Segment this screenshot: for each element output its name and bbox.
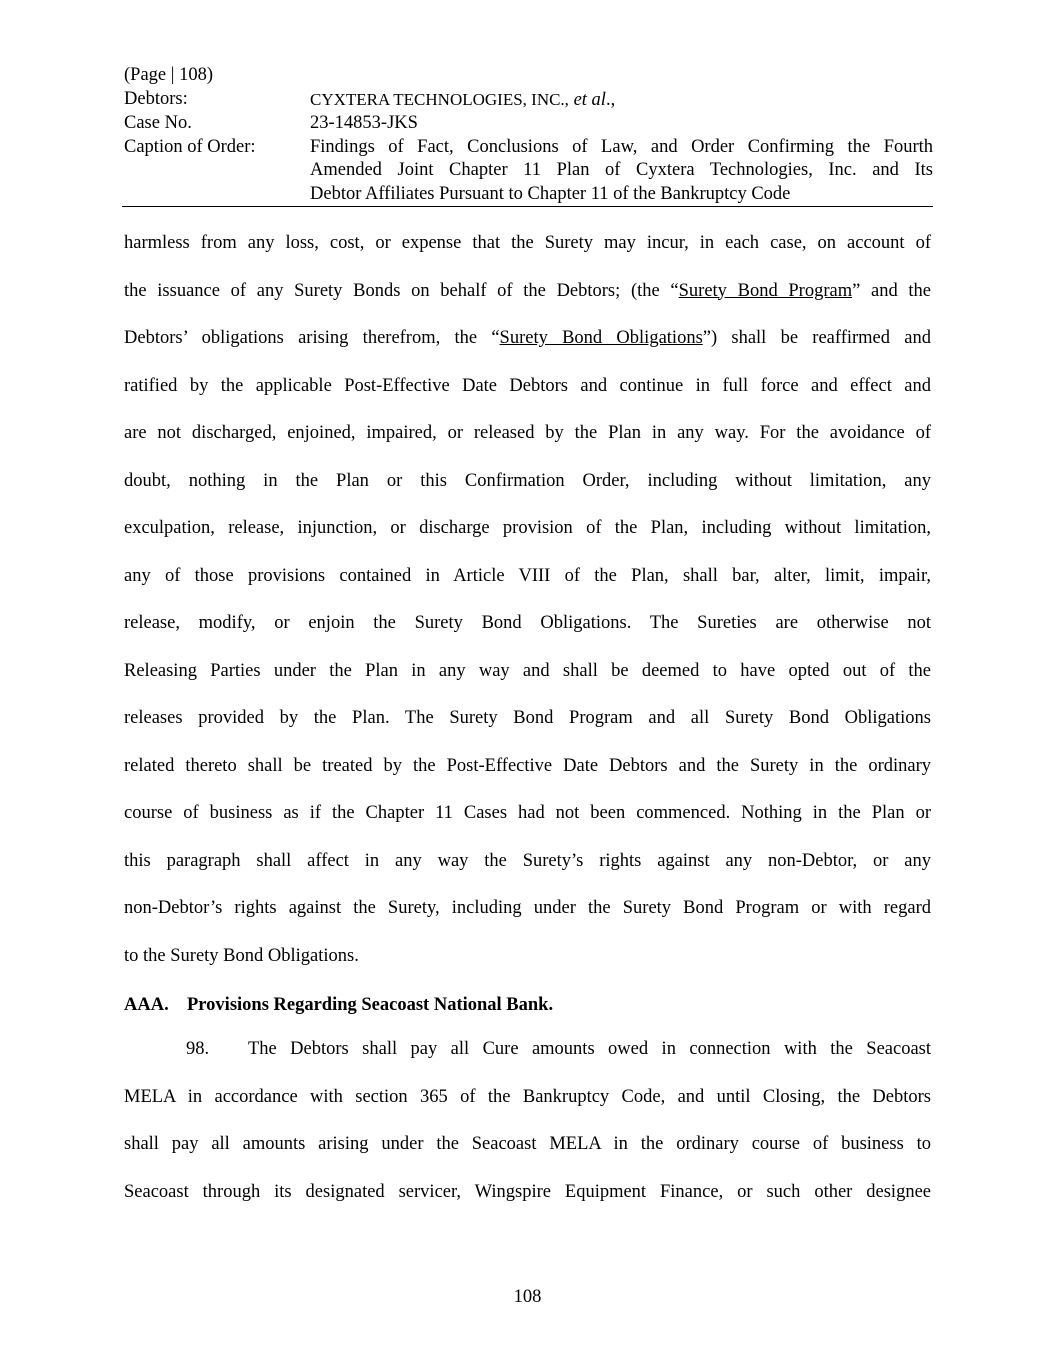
page-reference: (Page | 108) [124,65,213,85]
section-heading [124,991,553,1019]
header-case-row [124,112,933,136]
debtors-value [310,88,933,113]
body-line: any of those provisions contained in Article VIII of the Plan, shall bar, alter, limit, impair, [124,565,931,586]
paragraph-line: shall pay all amounts arising under the Seacoast MELA in the ordinary course of business to [124,1134,931,1154]
header-debtors-row [124,88,933,113]
caption-line: Findings of Fact, Conclusions of Law, and Order Confirming the Fourth [310,136,933,157]
section-number: AAA. [124,995,169,1015]
page-number: 108 [513,1287,542,1307]
page-header [124,64,933,206]
case-number: 23-14853-JKS [310,113,418,133]
debtors-name: CYXTERA TECHNOLOGIES, INC., [310,89,569,109]
defined-term-surety-bond-obligations: Surety Bond Obligations [499,328,703,348]
body-text: ”) shall be reaffirmed and [702,328,931,348]
body-text: ” and the [852,280,932,301]
caption-label: Caption of Order: [124,136,256,157]
body-line [124,315,931,363]
case-label: Case No. [124,113,192,133]
header-caption-row [124,136,933,207]
caption-value [310,136,933,207]
body-line: are not discharged, enjoined, impaired, or released by the Plan in any way. For the avoidance of [124,423,931,443]
body-line: related thereto shall be treated by the Post-Effective Date Debtors and the Surety in the ordinary [124,755,931,776]
debtors-label: Debtors: [124,88,188,109]
body-line: non-Debtor’s rights against the Surety, including under the Surety Bond Program or with regard [124,898,931,918]
paragraph-number: 98. [186,1039,210,1059]
body-paragraph [124,220,931,980]
body-line: exculpation, release, injunction, or discharge provision of the Plan, including without limitation, [124,518,931,538]
body-line: harmless from any loss, cost, or expense that the Surety may incur, in each case, on account of [124,233,931,253]
page-footer [0,1285,1055,1309]
body-line: release, modify, or enjoin the Surety Bond Obligations. The Sureties are otherwise not [124,613,931,633]
body-line: Releasing Parties under the Plan in any way and shall be deemed to have opted out of the [124,660,931,681]
body-line: to the Surety Bond Obligations. [124,945,359,966]
paragraph-line: Seacoast through its designated servicer, Wingspire Equipment Finance, or such other designee [124,1181,931,1202]
paragraph-line [124,1026,931,1074]
caption-line: Amended Joint Chapter 11 Plan of Cyxtera Technologies, Inc. and Its [310,160,933,180]
body-line [124,268,931,316]
header-divider [122,206,933,207]
header-page-ref [124,64,933,88]
paragraph-line: MELA in accordance with section 365 of the Bankruptcy Code, and until Closing, the Debtors [124,1086,931,1107]
body-line: this paragraph shall affect in any way the Surety’s rights against any non-Debtor, or any [124,850,931,871]
body-line: doubt, nothing in the Plan or this Confirmation Order, including without limitation, any [124,470,931,491]
debtors-et-al: et al [573,89,606,110]
debtors-suffix: ., [605,89,616,110]
body-line: course of business as if the Chapter 11 Cases had not been commenced. Nothing in the Plan or [124,803,931,823]
body-text: Debtors’ obligations arising therefrom, the “ [124,328,500,348]
body-line: ratified by the applicable Post-Effective Date Debtors and continue in full force and effect and [124,375,931,396]
defined-term-surety-bond-program: Surety Bond Program [678,280,853,301]
body-text: the issuance of any Surety Bonds on behalf of the Debtors; (the “ [124,280,679,301]
section-title: Provisions Regarding Seacoast National Bank. [187,995,554,1015]
caption-line: Debtor Affiliates Pursuant to Chapter 11 of the Bankruptcy Code [310,183,791,204]
body-line: releases provided by the Plan. The Surety Bond Program and all Surety Bond Obligations [124,708,931,728]
paragraph-text: The Debtors shall pay all Cure amounts owed in connection with the Seacoast [248,1039,931,1059]
paragraph-98 [124,1026,931,1216]
